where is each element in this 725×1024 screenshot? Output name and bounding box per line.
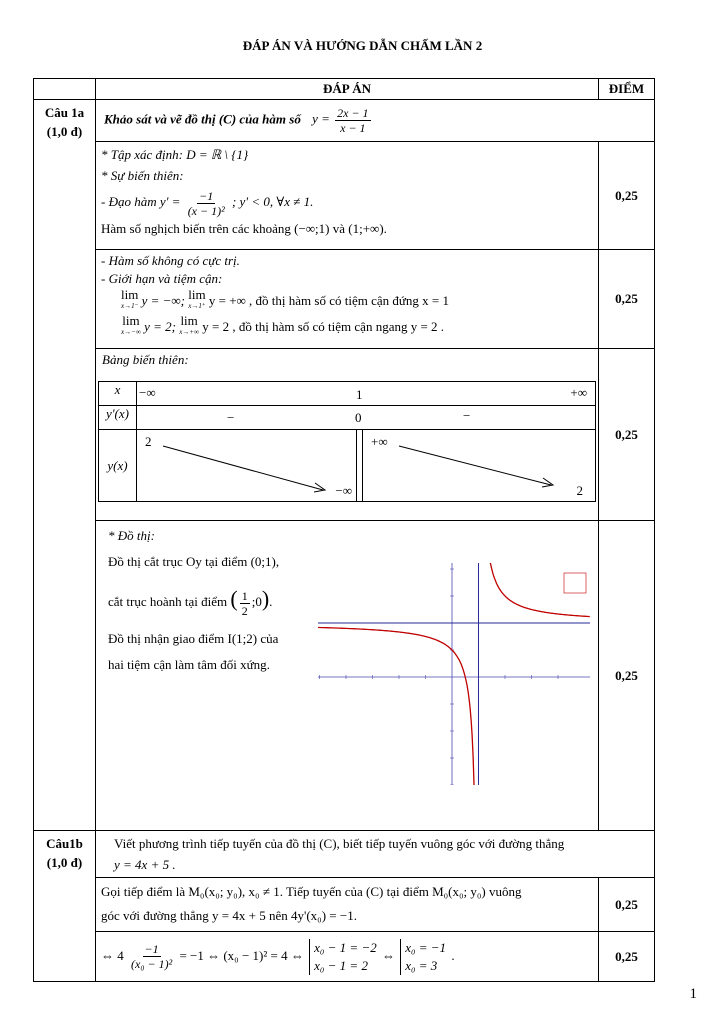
- lim-word: lim: [188, 287, 206, 302]
- q1b-row2-end: .: [451, 947, 455, 963]
- header-blank: [34, 79, 96, 100]
- limit-1-plus: [188, 288, 205, 310]
- function-graph: [318, 563, 590, 785]
- graph-oy: Đồ thị cắt trục Oy tại điểm (0;1),: [108, 554, 280, 569]
- page-title: ĐÁP ÁN VÀ HƯỚNG DẪN CHẤM LẦN 2: [242, 38, 483, 53]
- vt-y-left: [137, 430, 357, 502]
- q1b-case-1b: x₀ − 1 = 2: [314, 957, 368, 973]
- limits-title: - Giới hạn và tiệm cận:: [101, 271, 223, 286]
- graph-center-a: Đồ thị nhận giao điểm I(1;2) của: [108, 631, 279, 646]
- q1b-row2-cell: [96, 932, 599, 982]
- q1a-step2-score: 0,25: [599, 250, 655, 349]
- lim-sub: x→1⁺: [188, 302, 206, 310]
- q1b-case-1a: x₀ − 1 = −2: [314, 939, 377, 955]
- q1a-func-fraction: [335, 106, 370, 135]
- vt-sign-zero: 0: [355, 410, 362, 425]
- vt-x-values: [137, 382, 596, 406]
- q1b-label: Câu1b: [46, 836, 83, 851]
- vt-x-plus-inf: +∞: [570, 385, 587, 400]
- variation-line: * Sự biến thiên:: [101, 168, 184, 183]
- q1b-task-cell: [96, 831, 655, 878]
- q1b-case-2a: x₀ = −1: [405, 939, 447, 955]
- q1a-step3-cell: [96, 349, 599, 521]
- derivative-num: −1: [199, 188, 214, 203]
- q1b-row2-num: −1: [144, 942, 159, 956]
- limit-plus-inf: [179, 314, 199, 336]
- derivative-den: (x − 1)²: [187, 203, 225, 218]
- graph-ox: cắt trục hoành tại điểm ( $\frac{1}{2}$ ;0).: [108, 586, 273, 618]
- lim-word: lim: [180, 313, 198, 328]
- header-answer: ĐÁP ÁN: [96, 79, 599, 100]
- q1b-row1-cell: [96, 878, 599, 932]
- answer-table: [33, 78, 655, 982]
- curve-left-branch: [318, 627, 476, 785]
- q1a-step4-cell: [96, 521, 599, 831]
- vt-x-minus-inf: −∞: [139, 385, 156, 400]
- graph-ox-den: 2: [241, 603, 248, 618]
- decreasing-line: Hàm số nghịch biến trên các khoảng (−∞;1) và (1;+∞).: [101, 221, 387, 236]
- q1b-row2-mid: = −1 ⇔ (x₀ − 1)² = 4 ⇔: [179, 947, 304, 963]
- vt-x-one: 1: [356, 387, 363, 402]
- vt-row-x: [99, 382, 596, 406]
- q1b-row1-b: góc với đường thẳng y = 4x + 5 nên 4y'(x₀) = −1.: [101, 908, 357, 923]
- lim-word: lim: [122, 313, 140, 328]
- graph-title: * Đồ thị:: [108, 528, 155, 543]
- limit-1-minus: [121, 288, 138, 310]
- q1a-func-den: x − 1: [340, 121, 366, 135]
- table-header-row: [34, 79, 655, 100]
- q1b-row1-score: 0,25: [599, 878, 655, 932]
- q1a-func-num: 2x − 1: [337, 106, 369, 120]
- q1b-task-a: Viết phương trình tiếp tuyến của đồ thị (C), biết tiếp tuyến vuông góc với đường thẳng: [114, 836, 565, 851]
- vertical-asymptote-line: [101, 288, 593, 314]
- vt-row-derivative: [99, 406, 596, 430]
- q1b-case-2b: x₀ = 3: [405, 957, 438, 973]
- graph-ox-tail: ;0: [251, 594, 262, 609]
- q1b-row2-score: 0,25: [599, 932, 655, 982]
- q1b-row2-fraction: [129, 942, 174, 971]
- vt-y-right: [363, 430, 596, 502]
- vt-y-left-top: 2: [145, 434, 152, 449]
- variation-table-title: Bảng biến thiên:: [102, 352, 189, 367]
- q1a-step4-score: 0,25: [599, 521, 655, 831]
- q1a-task-cell: [96, 100, 655, 142]
- vt-yp-label: y'(x): [99, 406, 137, 430]
- derivative-fraction: [186, 189, 227, 218]
- q1a-func-lhs: y =: [312, 111, 330, 127]
- derivative-line: [101, 186, 593, 218]
- vt-yp-values: [137, 406, 596, 430]
- q1a-step3-row: [34, 349, 655, 521]
- header-score: ĐIỂM: [599, 79, 655, 100]
- derivative-tail: ; y' < 0, ∀x ≠ 1.: [231, 194, 314, 209]
- vert-a: y = −∞;: [141, 293, 186, 308]
- q1b-row1: [34, 878, 655, 932]
- derivative-label: - Đạo hàm y' =: [101, 194, 181, 209]
- vt-arrow-right: [363, 430, 573, 502]
- q1a-step2-cell: [96, 250, 599, 349]
- q1a-step4-row: [34, 521, 655, 831]
- horizontal-asymptote-line: [101, 314, 593, 340]
- vt-arrow-left: [137, 430, 357, 502]
- vt-row-y: [99, 430, 596, 502]
- q1b-points: (1,0 đ): [46, 855, 83, 870]
- vt-y-right-bottom: 2: [576, 483, 583, 498]
- vert-b: y = +∞ , đồ thị hàm số có tiệm cận đứng x = 1: [208, 293, 449, 308]
- horiz-a: y = 2;: [144, 319, 176, 334]
- limit-minus-inf: [121, 314, 141, 336]
- graph-center-b: hai tiệm cận làm tâm đối xứng.: [108, 657, 270, 672]
- q1a-task: Khảo sát và vẽ đồ thị (C) của hàm số: [104, 111, 301, 127]
- q1b-row2-pre: ⇔ 4: [101, 947, 124, 963]
- lim-word: lim: [121, 287, 139, 302]
- vt-sign-left: −: [227, 410, 235, 425]
- q1b-cases-1: [309, 939, 377, 975]
- vt-sign-right: −: [463, 408, 471, 423]
- lim-sub: x→1⁻: [121, 302, 139, 310]
- vt-y-right-top: +∞: [371, 434, 388, 449]
- variation-table: [98, 381, 596, 502]
- q1a-step2-row: [34, 250, 655, 349]
- q1a-step3-score: 0,25: [599, 349, 655, 521]
- q1a-step1-row: [34, 142, 655, 250]
- vt-y-left-bottom: −∞: [335, 483, 352, 498]
- q1b-label-cell: [34, 831, 96, 982]
- q1b-row2-arrow: ⇔: [381, 947, 395, 963]
- q1b-task-b: y = 4x + 5 .: [114, 857, 176, 872]
- q1b-row2-den: (x₀ − 1)²: [131, 957, 173, 971]
- graph-ox-text: cắt trục hoành tại điểm: [108, 594, 228, 609]
- graph-text: [108, 523, 318, 678]
- horiz-b: y = 2 , đồ thị hàm số có tiệm cận ngang y = 2 .: [202, 319, 445, 334]
- q1a-label-cell: [34, 100, 96, 831]
- q1a-step1-cell: [96, 142, 599, 250]
- q1a-label: Câu 1a: [44, 105, 85, 120]
- q1a-task-row: [34, 100, 655, 142]
- lim-sub: x→+∞: [179, 328, 200, 336]
- q1b-row2: [34, 932, 655, 982]
- lim-sub: x→−∞: [121, 328, 141, 336]
- q1b-cases-2: [400, 939, 446, 975]
- q1b-row1-a: Gọi tiếp điểm là M₀(x₀; y₀), x₀ ≠ 1. Tiếp tuyến của (C) tại điểm M₀(x₀; y₀) vuông: [101, 884, 522, 899]
- domain-line: * Tập xác định: D = ℝ \ {1}: [101, 147, 249, 162]
- q1b-task-row: [34, 831, 655, 878]
- vt-y-label: y(x): [99, 430, 137, 502]
- graph-ox-num: 1: [241, 588, 248, 603]
- q1a-step1-score: 0,25: [599, 142, 655, 250]
- curve-right-branch: [482, 563, 590, 617]
- no-extrema-line: - Hàm số không có cực trị.: [101, 253, 240, 268]
- vt-x-label: x: [99, 382, 137, 406]
- page-number: 1: [689, 986, 697, 1002]
- legend-box: [564, 573, 586, 593]
- q1a-points: (1,0 đ): [46, 124, 83, 139]
